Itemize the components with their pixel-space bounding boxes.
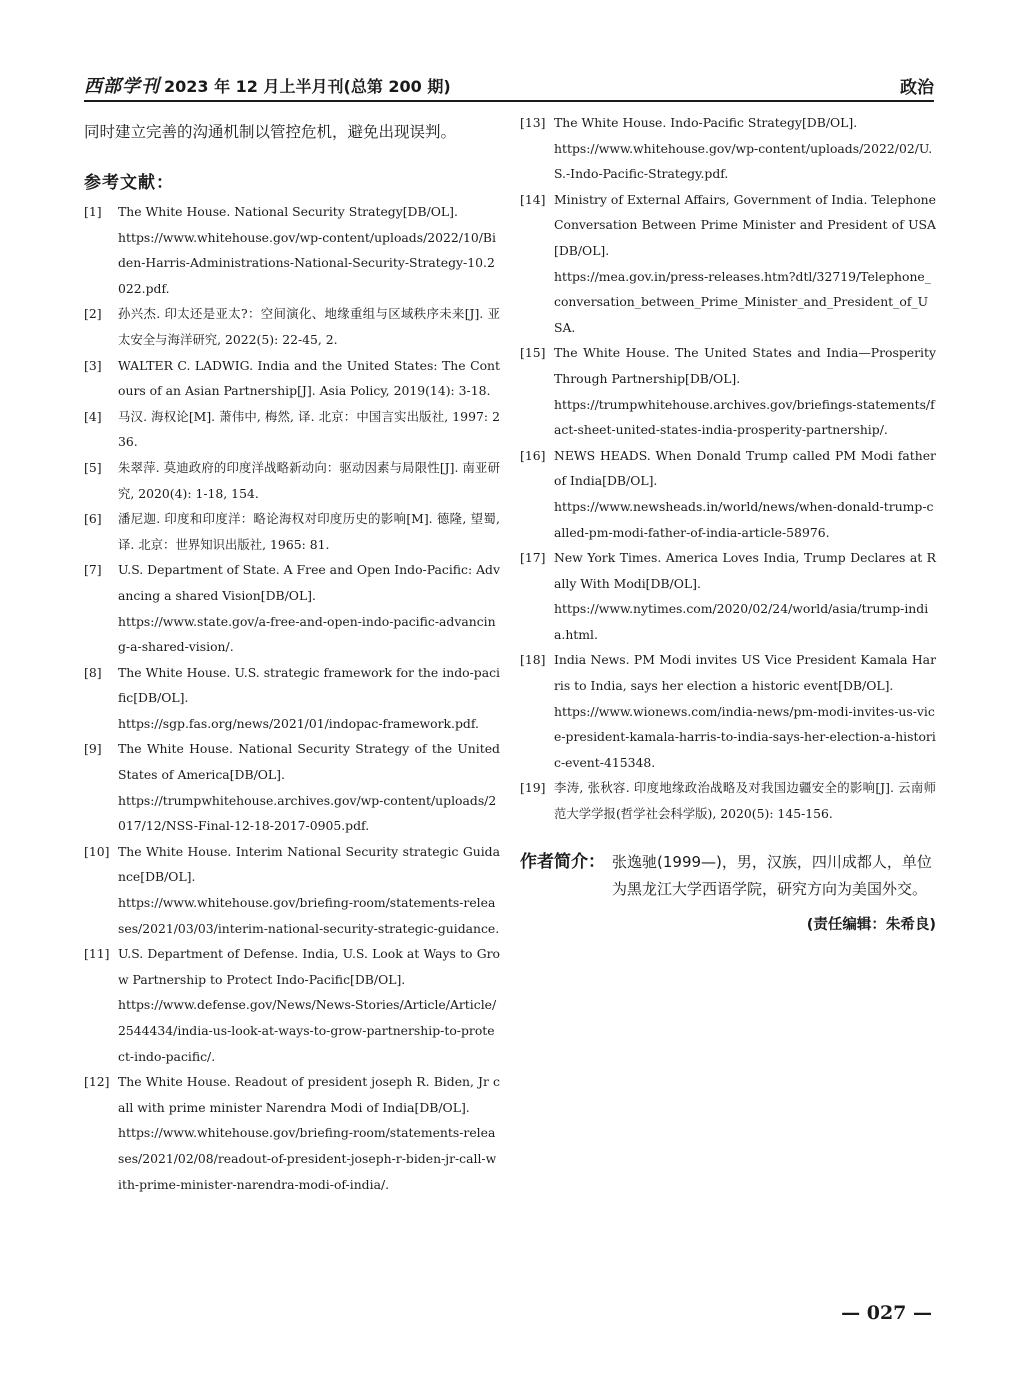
reference-text: The White House. National Security Strategy of the United States of America[DB/OL]. (118, 741, 500, 783)
reference-item (84, 1069, 500, 1197)
body-paragraph: 同时建立完善的沟通机制以管控危机，避免出现误判。 (84, 123, 457, 141)
reference-number: [10] (84, 843, 110, 859)
page-header (84, 70, 934, 102)
reference-number: [4] (84, 408, 102, 424)
left-column (84, 110, 500, 1197)
reference-url: https://www.wionews.com/india-news/pm-modi-invites-us-vice-president-kamala-harris-to-india-says-her-election-a-historic-event-415348. (554, 703, 936, 770)
right-column (520, 110, 936, 934)
reference-item (520, 545, 936, 647)
reference-text: 朱翠萍. 莫迪政府的印度洋战略新动向：驱动因素与局限性[J]. 南亚研究, 2020(4): 1-18, 154. (118, 459, 500, 501)
reference-item (84, 660, 500, 737)
reference-item (520, 187, 936, 341)
reference-url: https://www.defense.gov/News/News-Stories/Article/Article/2544434/india-us-look-at-ways-to-grow-partnership-to-protect-indo-pacific/. (118, 997, 497, 1064)
reference-number: [9] (84, 741, 102, 757)
reference-url: https://www.whitehouse.gov/wp-content/uploads/2022/10/Biden-Harris-Administrations-National-Security-Strategy-10.2022.pdf. (118, 229, 496, 296)
reference-item (84, 736, 500, 838)
reference-text: U.S. Department of State. A Free and Open Indo-Pacific: Advancing a shared Vision[DB/OL]. (118, 562, 500, 603)
references-list-right (520, 110, 936, 827)
reference-number: [3] (84, 357, 102, 373)
reference-url: https://www.whitehouse.gov/wp-content/uploads/2022/02/U.S.-Indo-Pacific-Strategy.pdf. (554, 140, 933, 182)
reference-text: The White House. Readout of president joseph R. Biden, Jr call with prime minister Narendra Modi of India[DB/OL]. (118, 1074, 500, 1115)
reference-item (84, 353, 500, 404)
reference-number: [8] (84, 664, 102, 680)
reference-number: [12] (84, 1074, 110, 1090)
reference-item (84, 557, 500, 659)
reference-item (84, 839, 500, 941)
reference-url: https://www.whitehouse.gov/briefing-room/statements-releases/2021/03/03/interim-national-security-strategic-guidance. (118, 895, 500, 936)
reference-url: https://www.state.gov/a-free-and-open-indo-pacific-advancing-a-shared-vision/. (118, 613, 496, 655)
reference-text: New York Times. America Loves India, Trump Declares at Rally With Modi[DB/OL]. (554, 550, 936, 591)
reference-number: [19] (520, 780, 546, 796)
reference-url: https://mea.gov.in/press-releases.htm?dtl/32719/Telephone_conversation_between_Prime_Minister_and_President_of_USA. (554, 268, 931, 335)
reference-number: [7] (84, 562, 102, 578)
reference-item (520, 110, 936, 187)
reference-text: 潘尼迦. 印度和印度洋：略论海权对印度历史的影响[M]. 德隆, 望蜀, 译. 北京：世界知识出版社, 1965: 81. (118, 511, 500, 552)
reference-number: [14] (520, 191, 546, 207)
references-list-left (84, 199, 500, 1197)
reference-number: [11] (84, 946, 110, 962)
reference-number: [16] (520, 447, 546, 463)
journal-name: 西部学刊 (84, 76, 160, 97)
reference-number: [5] (84, 459, 102, 475)
reference-text: 李涛, 张秋容. 印度地缘政治战略及对我国边疆安全的影响[J]. 云南师范大学学报(哲学社会科学版), 2020(5): 145-156. (554, 780, 936, 822)
reference-number: [6] (84, 511, 102, 527)
reference-text: 孙兴杰. 印太还是亚太?：空间演化、地缘重组与区域秩序未来[J]. 亚太安全与海洋研究, 2022(5): 22-45, 2. (118, 306, 500, 347)
reference-item (84, 455, 500, 506)
reference-item (520, 647, 936, 775)
reference-url: https://trumpwhitehouse.archives.gov/wp-content/uploads/2017/12/NSS-Final-12-18-2017-0905.pdf. (118, 792, 497, 834)
reference-number: [2] (84, 306, 102, 322)
reference-text: India News. PM Modi invites US Vice President Kamala Harris to India, says her election a historic event[DB/OL]. (554, 652, 936, 694)
reference-item (84, 941, 500, 1069)
reference-item (520, 340, 936, 442)
references-title: 参考文献： (84, 173, 174, 193)
reference-item (84, 404, 500, 455)
author-bio (520, 849, 936, 903)
section-name: 政治 (900, 78, 934, 98)
reference-number: [18] (520, 652, 546, 668)
reference-url: https://www.whitehouse.gov/briefing-room/statements-releases/2021/02/08/readout-of-president-joseph-r-biden-jr-call-with-prime-minister-narendra-modi-of-india/. (118, 1125, 497, 1192)
reference-item (84, 506, 500, 557)
author-bio-text: 张逸驰(1999—)，男，汉族，四川成都人，单位为黑龙江大学西语学院，研究方向为美国外交。 (612, 852, 932, 898)
reference-url: https://trumpwhitehouse.archives.gov/briefings-statements/fact-sheet-united-states-india-prosperity-partnership/. (554, 396, 935, 438)
reference-text: NEWS HEADS. When Donald Trump called PM Modi father of India[DB/OL]. (554, 447, 936, 489)
reference-text: The White House. National Security Strategy[DB/OL]. (118, 204, 458, 219)
author-bio-label: 作者简介： (520, 851, 605, 872)
editor-credit: (责任编辑：朱希良) (806, 916, 936, 933)
reference-item (520, 775, 936, 826)
reference-text: The White House. U.S. strategic framework for the indo-pacific[DB/OL]. (118, 664, 500, 706)
reference-number: [15] (520, 345, 546, 361)
reference-text: Ministry of External Affairs, Government of India. Telephone Conversation Between Prime Minister and President of USA[DB/OL]. (554, 191, 936, 258)
reference-text: WALTER C. LADWIG. India and the United States: The Contours of an Asian Partnership[J]. Asia Policy, 2019(14): 3-18. (118, 357, 500, 399)
reference-text: 马汉. 海权论[M]. 萧伟中, 梅然, 译. 北京：中国言实出版社, 1997: 236. (118, 408, 500, 450)
reference-number: [13] (520, 115, 546, 130)
journal-issue: 2023 年 12 月上半月刊(总第 200 期) (164, 77, 451, 96)
reference-number: [1] (84, 204, 102, 219)
reference-item (520, 443, 936, 545)
reference-text: The White House. The United States and India—Prosperity Through Partnership[DB/OL]. (554, 345, 936, 386)
reference-number: [17] (520, 550, 546, 566)
reference-text: The White House. Indo-Pacific Strategy[DB/OL]. (554, 115, 858, 130)
reference-item (84, 199, 500, 301)
reference-url: https://sgp.fas.org/news/2021/01/indopac-framework.pdf. (118, 715, 479, 731)
page-number: — 027 — (841, 1302, 932, 1324)
reference-item (84, 301, 500, 352)
reference-url: https://www.nytimes.com/2020/02/24/world/asia/trump-india.html. (554, 601, 929, 642)
reference-text: The White House. Interim National Security strategic Guidance[DB/OL]. (118, 843, 500, 885)
reference-url: https://www.newsheads.in/world/news/when-donald-trump-called-pm-modi-father-of-india-article-58976. (554, 498, 934, 540)
reference-text: U.S. Department of Defense. India, U.S. Look at Ways to Grow Partnership to Protect Indo-Pacific[DB/OL]. (118, 946, 500, 987)
